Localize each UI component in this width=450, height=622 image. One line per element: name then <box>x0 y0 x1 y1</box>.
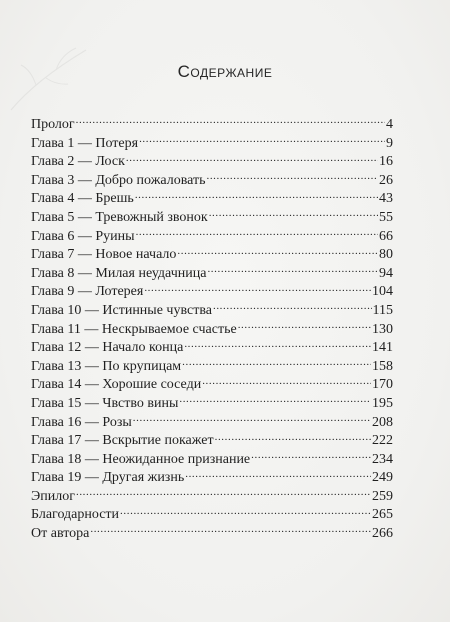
toc-entry-page-number: 26 <box>379 172 393 188</box>
toc-entry-page-number: 130 <box>372 321 393 337</box>
toc-entry <box>31 449 393 468</box>
toc-entry-title: Глава 2 — Лоск <box>31 154 125 170</box>
toc-entry-page-number: 158 <box>372 358 393 374</box>
toc-dot-leader <box>182 356 371 370</box>
toc-dot-leader <box>90 523 371 537</box>
toc-entry <box>31 300 393 319</box>
toc-entry-title: Глава 9 — Лотерея <box>31 284 144 300</box>
toc-dot-leader <box>120 504 371 518</box>
toc-entry-title: Глава 6 — Руины <box>31 228 135 244</box>
toc-entry <box>31 374 393 393</box>
toc-dot-leader <box>144 281 371 295</box>
toc-entry-title: Глава 17 — Вскрытие покажет <box>31 433 214 449</box>
toc-dot-leader <box>238 319 371 333</box>
toc-dot-leader <box>202 374 371 388</box>
toc-entry-page-number: 222 <box>372 433 393 449</box>
toc-entry-title: Глава 15 — Чвство вины <box>31 395 179 411</box>
toc-entry-title: Глава 10 — Истинные чувства <box>31 302 212 318</box>
toc-entry <box>31 430 393 449</box>
toc-entry-page-number: 141 <box>372 340 393 356</box>
toc-entry-title: Глава 14 — Хорошие соседи <box>31 377 202 393</box>
toc-entry-title: Глава 3 — Добро пожаловать <box>31 172 206 188</box>
toc-dot-leader <box>135 188 378 202</box>
toc-entry-page-number: 170 <box>372 377 393 393</box>
toc-entry-page-number: 115 <box>372 302 393 318</box>
toc-entry <box>31 337 393 356</box>
toc-entry-page-number: 104 <box>372 284 393 300</box>
toc-entry-page-number: 234 <box>372 451 393 467</box>
toc-entry-title: Глава 5 — Тревожный звонок <box>31 209 208 225</box>
toc-entry <box>31 504 393 523</box>
toc-entry <box>31 207 393 226</box>
toc-entry <box>31 188 393 207</box>
toc-entry-page-number: 266 <box>372 526 393 542</box>
toc-entry-page-number: 249 <box>372 470 393 486</box>
toc-entry-page-number: 9 <box>386 135 393 151</box>
toc-entry <box>31 356 393 375</box>
toc-dot-leader <box>76 486 371 500</box>
toc-entry-page-number: 16 <box>379 154 393 170</box>
toc-entry-page-number: 55 <box>379 209 393 225</box>
toc-entry-title: Глава 13 — По крупицам <box>31 358 182 374</box>
toc-entry <box>31 170 393 189</box>
toc-entry <box>31 393 393 412</box>
toc-entry-page-number: 208 <box>372 414 393 430</box>
toc-entry-title: Глава 4 — Брешь <box>31 191 134 207</box>
toc-entry <box>31 151 393 170</box>
toc-entry-title: Благодарности <box>31 507 120 523</box>
toc-dot-leader <box>177 244 378 258</box>
toc-entry-title: Эпилог <box>31 488 75 504</box>
toc-entry-page-number: 80 <box>379 247 393 263</box>
toc-entry-title: Глава 11 — Нескрываемое счастье <box>31 321 237 337</box>
toc-dot-leader <box>215 430 371 444</box>
toc-dot-leader <box>213 300 372 314</box>
toc-entry <box>31 281 393 300</box>
toc-dot-leader <box>126 151 378 165</box>
toc-entry-title: Глава 18 — Неожиданное признание <box>31 451 251 467</box>
toc-entry <box>31 523 393 542</box>
toc-entry <box>31 486 393 505</box>
toc-dot-leader <box>76 114 385 128</box>
toc-entry-title: Глава 16 — Розы <box>31 414 132 430</box>
toc-entry-page-number: 265 <box>372 507 393 523</box>
toc-entry <box>31 263 393 282</box>
toc-dot-leader <box>179 393 371 407</box>
toc-dot-leader <box>184 337 371 351</box>
toc-entry-page-number: 259 <box>372 488 393 504</box>
page-title: Содержание <box>177 62 273 81</box>
toc-entry-page-number: 66 <box>379 228 393 244</box>
toc-entry-title: Глава 12 — Начало конца <box>31 340 184 356</box>
toc-dot-leader <box>206 170 378 184</box>
toc-dot-leader <box>133 412 371 426</box>
toc-entry <box>31 133 393 152</box>
toc-dot-leader <box>209 207 378 221</box>
toc-entry-page-number: 4 <box>386 117 393 132</box>
toc-entry-title: Глава 7 — Новое начало <box>31 247 177 263</box>
toc-entry <box>31 412 393 431</box>
toc-entry-title: Глава 8 — Милая неудачница <box>31 265 207 281</box>
toc-dot-leader <box>251 449 371 463</box>
toc-entry-page-number: 43 <box>379 191 393 207</box>
toc-entry-title: От автора <box>31 526 90 542</box>
toc-dot-leader <box>136 226 378 240</box>
toc-entry-page-number: 94 <box>379 265 393 281</box>
toc-entry <box>31 244 393 263</box>
toc-entry-title: Пролог <box>31 117 75 132</box>
toc-entry-title: Глава 19 — Другая жизнь <box>31 470 185 486</box>
toc-entry-page-number: 195 <box>372 395 393 411</box>
toc-entry <box>31 467 393 486</box>
toc-entry <box>31 114 393 133</box>
toc-entry <box>31 226 393 245</box>
table-of-contents <box>31 114 393 542</box>
toc-entry-title: Глава 1 — Потеря <box>31 135 139 151</box>
toc-dot-leader <box>207 263 378 277</box>
toc-dot-leader <box>139 133 385 147</box>
toc-dot-leader <box>185 467 371 481</box>
toc-entry <box>31 319 393 338</box>
